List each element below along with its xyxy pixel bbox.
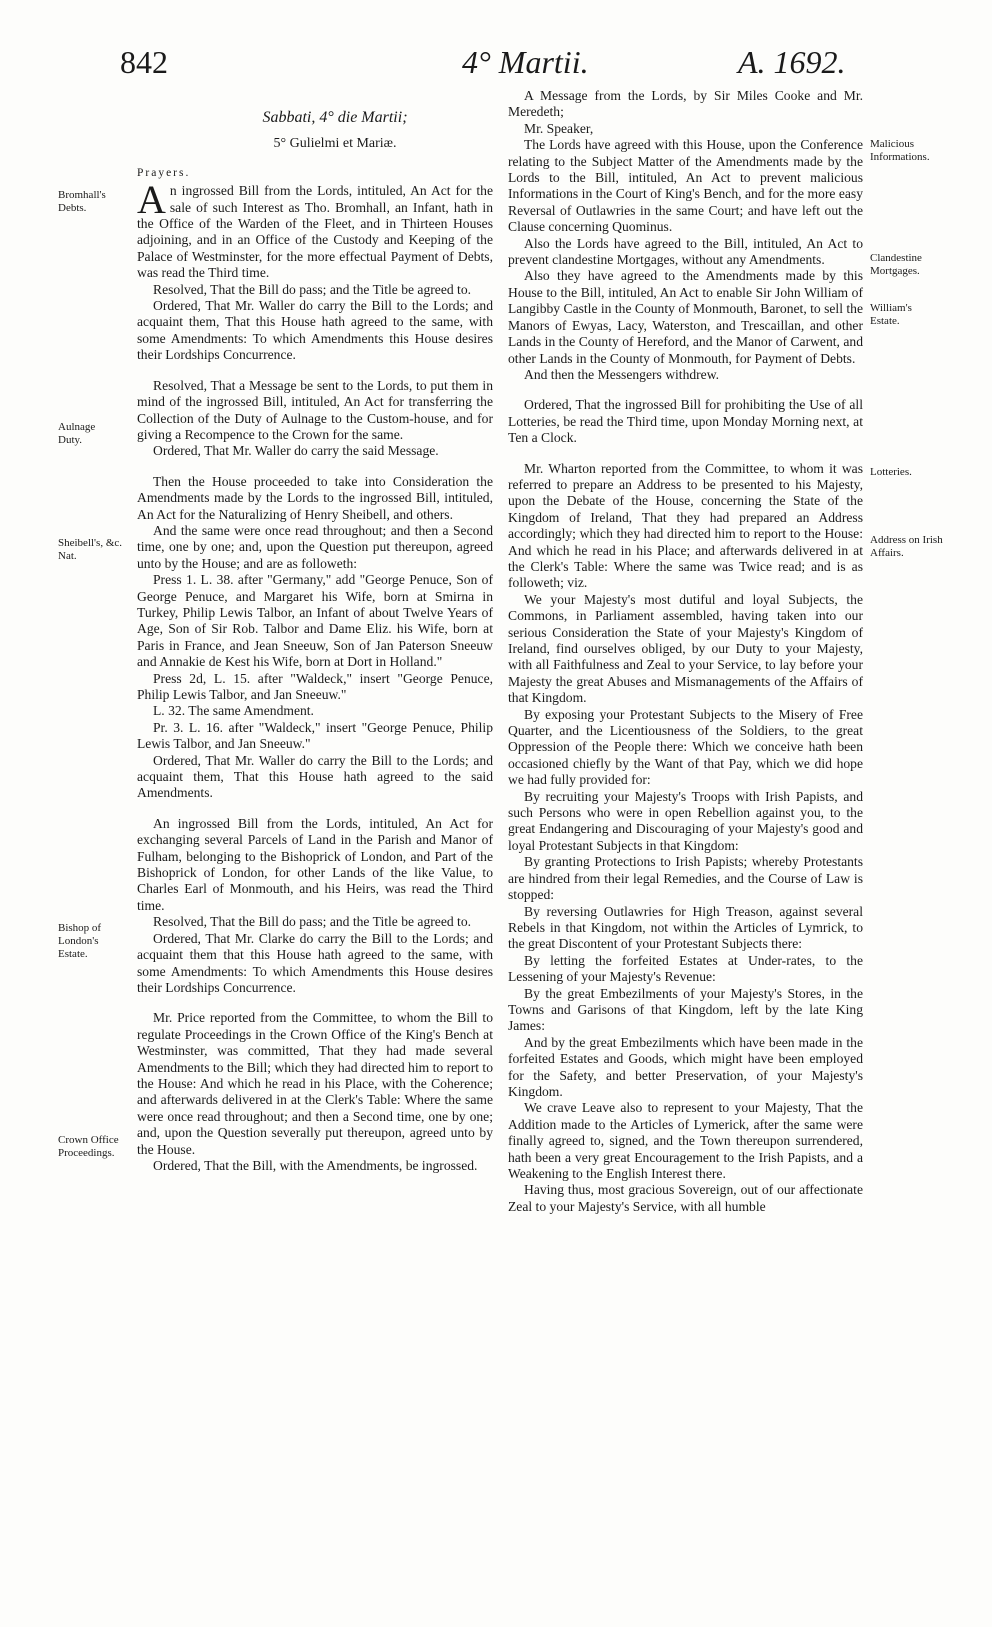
margin-note: Bishop of London's Estate. bbox=[58, 922, 102, 960]
journal-entry: The Lords have agreed with this House, upon the Conference relating to the Subject Matter of the Amendments made by the Lords to the Bill, intituled, An Act to prevent malicious Informations in the Court of King's Bench, and for the more easy Reversal of Outlawries in the same Court; and have left out the Clause concerning Quominus. bbox=[508, 137, 863, 235]
journal-entry: Press 1. L. 38. after "Germany," add "George Penuce, Son of George Penuce, and Margaret his Wife, born at Smirna in Turkey, Philip Lewis Talbor, an Infant of about Twelve Years of Age, Son of Sir Rob. Talbor and Dame Eliz. his Wife, born at Paris in France, and Jean Sneeuw, Son of Jan Paterson Sneeuw and Annakie de Kest his Wife, born at Dort in Holland." bbox=[137, 572, 493, 670]
journal-entry: Ordered, That Mr. Waller do carry the Bill to the Lords; and acquaint them, That this House hath agreed to the said Amendments. bbox=[137, 752, 493, 801]
journal-entry: By exposing your Protestant Subjects to the Misery of Free Quarter, and the Licentiousness of the Soldiers, to the great Oppression of the People there: Which we conceive hath been occasioned chiefly by the Want of that Pay, which we did hope we had fully provided for: bbox=[508, 706, 863, 788]
journal-entry: Also the Lords have agreed to the Bill, intituled, An Act to prevent clandestine Mortgages, without any Amendments. bbox=[508, 235, 863, 268]
journal-entry: Ordered, That the Bill, with the Amendments, be ingrossed. bbox=[153, 1157, 478, 1173]
journal-entry: By the great Embezilments of your Majesty's Stores, in the Towns and Garisons of that Kingdom, left by the late King James: bbox=[508, 985, 863, 1034]
margin-note: Address on Irish Affairs. bbox=[870, 534, 943, 559]
journal-entry: Resolved, That the Bill do pass; and the Title be agreed to. bbox=[153, 281, 472, 297]
running-head-date: 4° Martii. bbox=[462, 44, 589, 80]
running-head-year: A. 1692. bbox=[738, 44, 846, 80]
session-heading: Sabbati, 4° die Martii; bbox=[262, 109, 408, 126]
drop-cap: A bbox=[137, 177, 166, 223]
journal-entry: By reversing Outlawries for High Treason, against several Rebels in that Kingdom, not within the Articles of Lymrick, to the great Discontent of your Protestant Subjects there: bbox=[508, 903, 863, 952]
journal-entry: By recruiting your Majesty's Troops with Irish Papists, and such Persons who were in open Rebellion against you, to the great Endangering and Discouraging of your Majesty's good and loyal Protestant Subjects in that Kingdom: bbox=[508, 788, 863, 853]
journal-entry: And the same were once read throughout; and then a Second time, one by one; and, upon the Question put thereupon, agreed unto by the House; and are as followeth: bbox=[137, 522, 493, 571]
page-number: 842 bbox=[120, 44, 168, 80]
margin-note: Malicious Informations. bbox=[870, 138, 930, 163]
journal-entry: And then the Messengers withdrew. bbox=[524, 366, 720, 382]
journal-entry: By letting the forfeited Estates at Under-rates, to the Lessening of your Majesty's Revenue: bbox=[508, 952, 863, 985]
margin-note: Sheibell's, &c. Nat. bbox=[58, 537, 123, 562]
journal-entry: Mr. Wharton reported from the Committee, to whom it was referred to prepare an Address to be presented to his Majesty, upon the Debate of the House, concerning the State of the Kingdom of Ireland, That they had prepared an Address accordingly; which they had directed him to report to the House: And which he read in his Place; and afterwards delivered in at the Clerk's Table: Where the same was Twice read; and is as followeth; viz. bbox=[508, 460, 863, 591]
journal-entry: Ordered, That Mr. Clarke do carry the Bill to the Lords; and acquaint them that this House hath agreed to the same, with some Amendments: To which Amendments this House desires their Lordships Concurrence. bbox=[137, 930, 493, 995]
journal-entry: Ordered, That Mr. Waller do carry the Bill to the Lords; and acquaint them, That this House hath agreed to the same, with some Amendments: To which Amendments this House desires their Lordships Concurrence. bbox=[137, 298, 493, 363]
journal-entry: Having thus, most gracious Sovereign, out of our affectionate Zeal to your Majesty's Service, with all humble bbox=[508, 1182, 863, 1214]
margin-note: Crown Office Proceedings. bbox=[58, 1134, 119, 1159]
journal-entry: And by the great Embezilments which have been made in the forfeited Estates and Goods, which might have been employed for the Safety, and better Preservation, of your Majesty's Kingdom. bbox=[508, 1034, 863, 1099]
journal-entry: Also they have agreed to the Amendments made by this House to the Bill, intituled, An Act to enable Sir John William of Langibby Castle in the County of Monmouth, Baronet, to sell the Manors of Ewyas, Lacy, Waterston, and Trescaillan, and other Lands in the County of Hereford, and the Manor of Carwent, and other Lands in the County of Monmouth, for Payment of Debts. bbox=[508, 268, 863, 366]
journal-entry: Resolved, That the Bill do pass; and the Title be agreed to. bbox=[153, 914, 472, 930]
journal-entry: Then the House proceeded to take into Consideration the Amendments made by the Lords to the ingrossed Bill, intituled, An Act for the Naturalizing of Henry Sheibell, and others. bbox=[137, 473, 493, 522]
margin-note: Lotteries. bbox=[870, 466, 912, 478]
margin-note: William's Estate. bbox=[870, 302, 912, 327]
journal-entry: Mr. Price reported from the Committee, to whom the Bill to regulate Proceedings in the Crown Office of the King's Bench at Westminster, was committed, That they had made several Amendments to the Bill; which they had directed him to report to the House: And which he read in his Place, with the Coherence; and afterwards delivered in at the Clerk's Table: Where the same were once read throughout; and then a Second time, one by one; and, upon the Question severally put thereupon, agreed unto by the House. bbox=[137, 1010, 494, 1157]
journal-entry: Ordered, That Mr. Waller do carry the said Message. bbox=[153, 443, 439, 459]
journal-entry: Ordered, That the ingrossed Bill for prohibiting the Use of all Lotteries, be read the Third time, upon Monday Morning next, at Ten a Clock. bbox=[508, 397, 863, 446]
journal-entry: Resolved, That a Message be sent to the Lords, to put them in mind of the ingrossed Bill, intituled, An Act for transferring the Collection of the Duty of Aulnage to the Custom-house, and for giving a Recompence to the Crown for the same. bbox=[137, 377, 493, 442]
journal-entry: We your Majesty's most dutiful and loyal Subjects, the Commons, in Parliament assembled, having taken into our serious Consideration the State of your Majesty's Kingdom of Ireland, find ourselves obliged, by our Duty to your Majesty, with all Faithfulness and Zeal to your Service, to lay before your Majesty the great Abuses and Mismanagements of the Affairs of that Kingdom. bbox=[508, 591, 863, 706]
journal-entry: A Message from the Lords, by Sir Miles Cooke and Mr. Meredeth; bbox=[508, 88, 863, 120]
journal-entry: Pr. 3. L. 16. after "Waldeck," insert "George Penuce, Philip Lewis Talbor, and Jan Sneeuw." bbox=[137, 719, 493, 752]
left-column bbox=[137, 110, 493, 1174]
journal-entry: An ingrossed Bill from the Lords, intituled, An Act for the sale of such Interest as Tho. Bromhall, an Infant, hath in the Office of the Warden of the Fleet, and in Thirteen Houses adjoining, and in an Office of the Custody and Keeping of the Palace of Westminster, for the more effectual Payment of Debts, was read the Third time. bbox=[137, 177, 493, 281]
right-column bbox=[508, 88, 863, 1215]
margin-note: Aulnage Duty. bbox=[58, 421, 96, 446]
journal-entry: By granting Protections to Irish Papists; whereby Protestants are hindred from their legal Remedies, and the Course of Law is stopped: bbox=[508, 854, 863, 903]
margin-note: Clandestine Mortgages. bbox=[870, 252, 922, 277]
prayers-heading: Prayers. bbox=[137, 166, 191, 179]
journal-entry: L. 32. The same Amendment. bbox=[153, 703, 314, 719]
journal-entry: Mr. Speaker, bbox=[524, 120, 594, 136]
margin-note: Bromhall's Debts. bbox=[58, 189, 106, 214]
journal-entry: Press 2d, L. 15. after "Waldeck," insert "George Penuce, Philip Lewis Talbor, and Jan Sneeuw." bbox=[137, 670, 493, 702]
regnal-year: 5° Gulielmi et Mariæ. bbox=[273, 136, 397, 152]
journal-entry: An ingrossed Bill from the Lords, intituled, An Act for exchanging several Parcels of Land in the Parish and Manor of Fulham, belonging to the Bishoprick of London, and Part of the Bishoprick of London, for other Lands of the like Value, to Charles Earl of Monmouth, and his Heirs, was read the Third time. bbox=[137, 815, 493, 913]
journal-entry: We crave Leave also to represent to your Majesty, That the Addition made to the Articles of Lymerick, after the same were finally agreed to, signed, and the Town thereupon surrendered, hath been a very great Encouragement to the Irish Papists, and a Weakening to the English Interest there. bbox=[508, 1100, 863, 1181]
